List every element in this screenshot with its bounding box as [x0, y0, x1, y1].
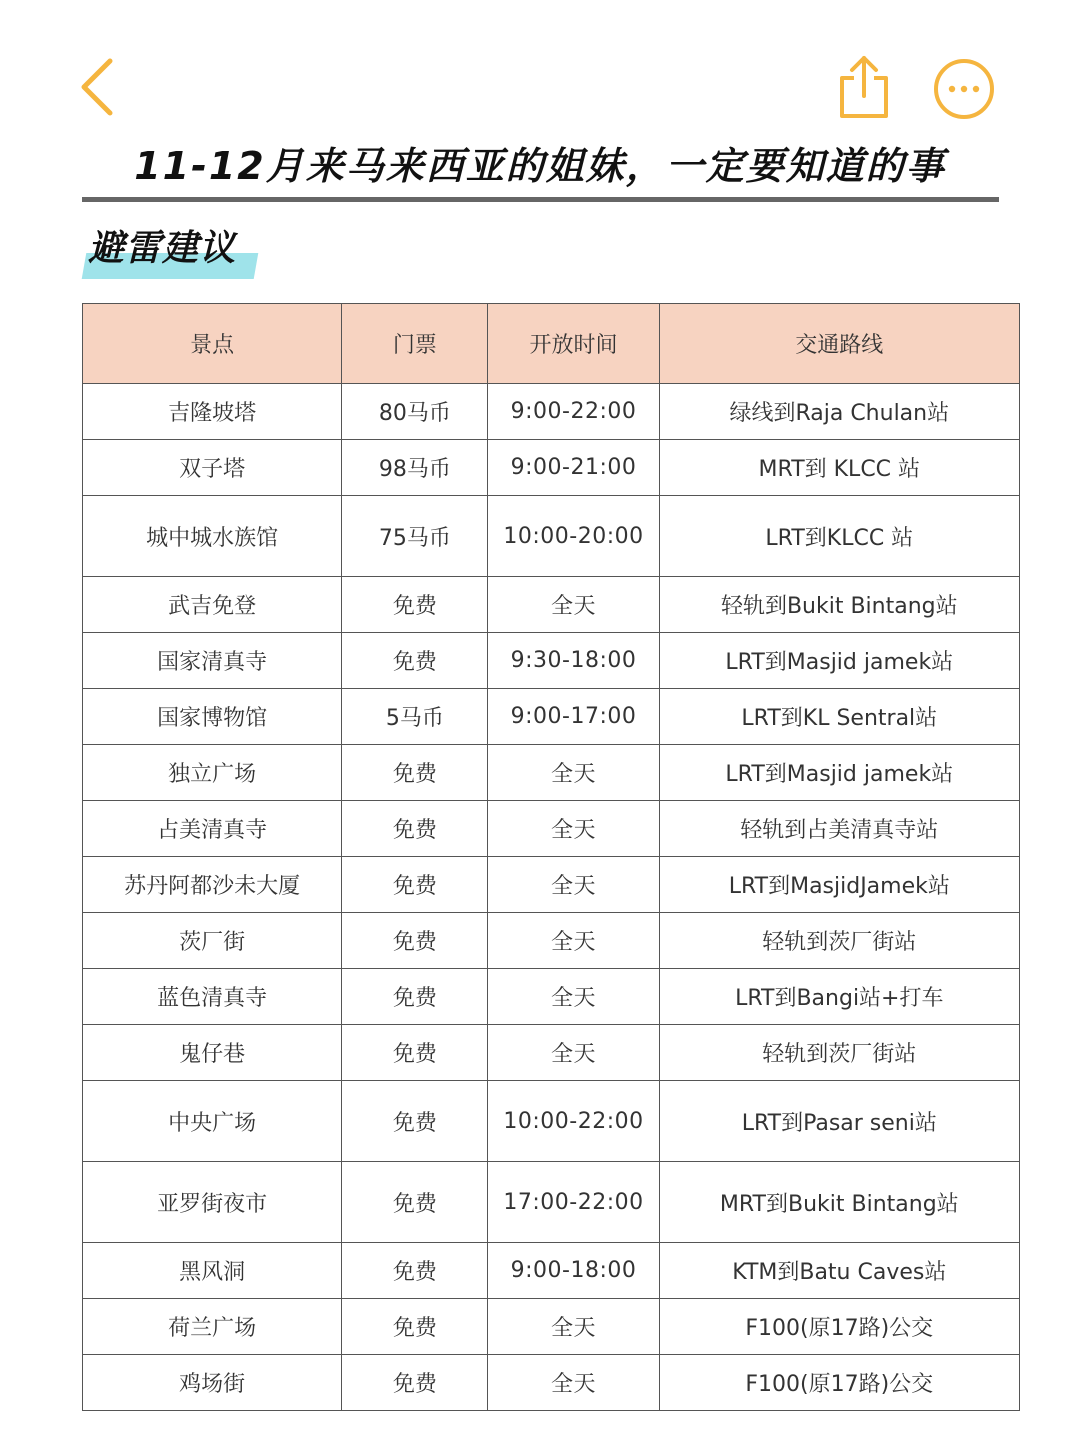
- hours-cell: 全天: [488, 1299, 659, 1355]
- ticket-cell: 免费: [342, 1081, 488, 1162]
- spot-cell: 国家清真寺: [83, 633, 342, 689]
- ticket-cell: 免费: [342, 745, 488, 801]
- ticket-cell: 免费: [342, 1299, 488, 1355]
- spot-cell: 占美清真寺: [83, 801, 342, 857]
- table-row: [83, 633, 1020, 689]
- header-route: 交通路线: [659, 304, 1019, 384]
- route-cell: 轻轨到茨厂街站: [659, 913, 1019, 969]
- table-row: [83, 1081, 1020, 1162]
- hours-cell: 全天: [488, 745, 659, 801]
- hours-cell: 10:00-20:00: [488, 496, 659, 577]
- hours-cell: 9:00-18:00: [488, 1243, 659, 1299]
- ticket-cell: 免费: [342, 801, 488, 857]
- hours-cell: 17:00-22:00: [488, 1162, 659, 1243]
- ticket-cell: 免费: [342, 857, 488, 913]
- route-cell: LRT到Pasar seni站: [659, 1081, 1019, 1162]
- header-spot: 景点: [83, 304, 342, 384]
- table-row: [83, 1355, 1020, 1411]
- ticket-cell: 免费: [342, 1243, 488, 1299]
- ticket-cell: 免费: [342, 969, 488, 1025]
- route-cell: LRT到Masjid jamek站: [659, 745, 1019, 801]
- ticket-cell: 免费: [342, 1025, 488, 1081]
- spot-cell: 黑风洞: [83, 1243, 342, 1299]
- hours-cell: 9:00-17:00: [488, 689, 659, 745]
- attractions-table: [82, 303, 1020, 1411]
- route-cell: 轻轨到Bukit Bintang站: [659, 577, 1019, 633]
- table-header-row: [83, 304, 1020, 384]
- ticket-cell: 免费: [342, 1355, 488, 1411]
- spot-cell: 武吉免登: [83, 577, 342, 633]
- table-row: [83, 384, 1020, 440]
- section-title: 避雷建议: [88, 228, 237, 269]
- more-button[interactable]: [933, 58, 995, 120]
- spot-cell: 中央广场: [83, 1081, 342, 1162]
- spot-cell: 茨厂街: [83, 913, 342, 969]
- ticket-cell: 免费: [342, 1162, 488, 1243]
- hours-cell: 全天: [488, 857, 659, 913]
- more-dots-icon: [933, 58, 995, 120]
- table-row: [83, 1025, 1020, 1081]
- table-row: [83, 689, 1020, 745]
- hours-cell: 全天: [488, 913, 659, 969]
- spot-cell: 蓝色清真寺: [83, 969, 342, 1025]
- spot-cell: 鬼仔巷: [83, 1025, 342, 1081]
- table-row: [83, 1243, 1020, 1299]
- table-row: [83, 745, 1020, 801]
- table-row: [83, 857, 1020, 913]
- share-button[interactable]: [836, 54, 892, 120]
- route-cell: F100(原17路)公交: [659, 1355, 1019, 1411]
- header-ticket: 门票: [342, 304, 488, 384]
- hours-cell: 全天: [488, 1025, 659, 1081]
- hours-cell: 全天: [488, 801, 659, 857]
- spot-cell: 独立广场: [83, 745, 342, 801]
- spot-cell: 苏丹阿都沙未大厦: [83, 857, 342, 913]
- spot-cell: 亚罗街夜市: [83, 1162, 342, 1243]
- table-row: [83, 969, 1020, 1025]
- table-row: [83, 496, 1020, 577]
- table-row: [83, 1299, 1020, 1355]
- ticket-cell: 75马币: [342, 496, 488, 577]
- route-cell: F100(原17路)公交: [659, 1299, 1019, 1355]
- route-cell: LRT到Bangi站+打车: [659, 969, 1019, 1025]
- back-button[interactable]: [72, 55, 132, 119]
- spot-cell: 国家博物馆: [83, 689, 342, 745]
- spot-cell: 荷兰广场: [83, 1299, 342, 1355]
- route-cell: 绿线到Raja Chulan站: [659, 384, 1019, 440]
- hours-cell: 9:30-18:00: [488, 633, 659, 689]
- ticket-cell: 98马币: [342, 440, 488, 496]
- title-divider: [82, 197, 999, 202]
- hours-cell: 10:00-22:00: [488, 1081, 659, 1162]
- ticket-cell: 免费: [342, 577, 488, 633]
- spot-cell: 鸡场街: [83, 1355, 342, 1411]
- route-cell: MRT到 KLCC 站: [659, 440, 1019, 496]
- route-cell: KTM到Batu Caves站: [659, 1243, 1019, 1299]
- route-cell: 轻轨到占美清真寺站: [659, 801, 1019, 857]
- route-cell: LRT到Masjid jamek站: [659, 633, 1019, 689]
- spot-cell: 城中城水族馆: [83, 496, 342, 577]
- ticket-cell: 免费: [342, 913, 488, 969]
- table-row: [83, 801, 1020, 857]
- top-toolbar: [0, 0, 1080, 150]
- route-cell: 轻轨到茨厂街站: [659, 1025, 1019, 1081]
- hours-cell: 全天: [488, 577, 659, 633]
- spot-cell: 吉隆坡塔: [83, 384, 342, 440]
- header-hours: 开放时间: [488, 304, 659, 384]
- route-cell: LRT到KLCC 站: [659, 496, 1019, 577]
- chevron-left-icon: [72, 55, 132, 119]
- ticket-cell: 5马币: [342, 689, 488, 745]
- section-header: [80, 225, 270, 285]
- page-title: 11-12月来马来西亚的姐妹，一定要知道的事: [134, 144, 946, 188]
- table-row: [83, 1162, 1020, 1243]
- spot-cell: 双子塔: [83, 440, 342, 496]
- route-cell: LRT到KL Sentral站: [659, 689, 1019, 745]
- hours-cell: 全天: [488, 1355, 659, 1411]
- ticket-cell: 免费: [342, 633, 488, 689]
- hours-cell: 9:00-22:00: [488, 384, 659, 440]
- route-cell: LRT到MasjidJamek站: [659, 857, 1019, 913]
- route-cell: MRT到Bukit Bintang站: [659, 1162, 1019, 1243]
- table-row: [83, 577, 1020, 633]
- hours-cell: 全天: [488, 969, 659, 1025]
- table-row: [83, 440, 1020, 496]
- ticket-cell: 80马币: [342, 384, 488, 440]
- hours-cell: 9:00-21:00: [488, 440, 659, 496]
- share-icon: [836, 54, 892, 120]
- table-row: [83, 913, 1020, 969]
